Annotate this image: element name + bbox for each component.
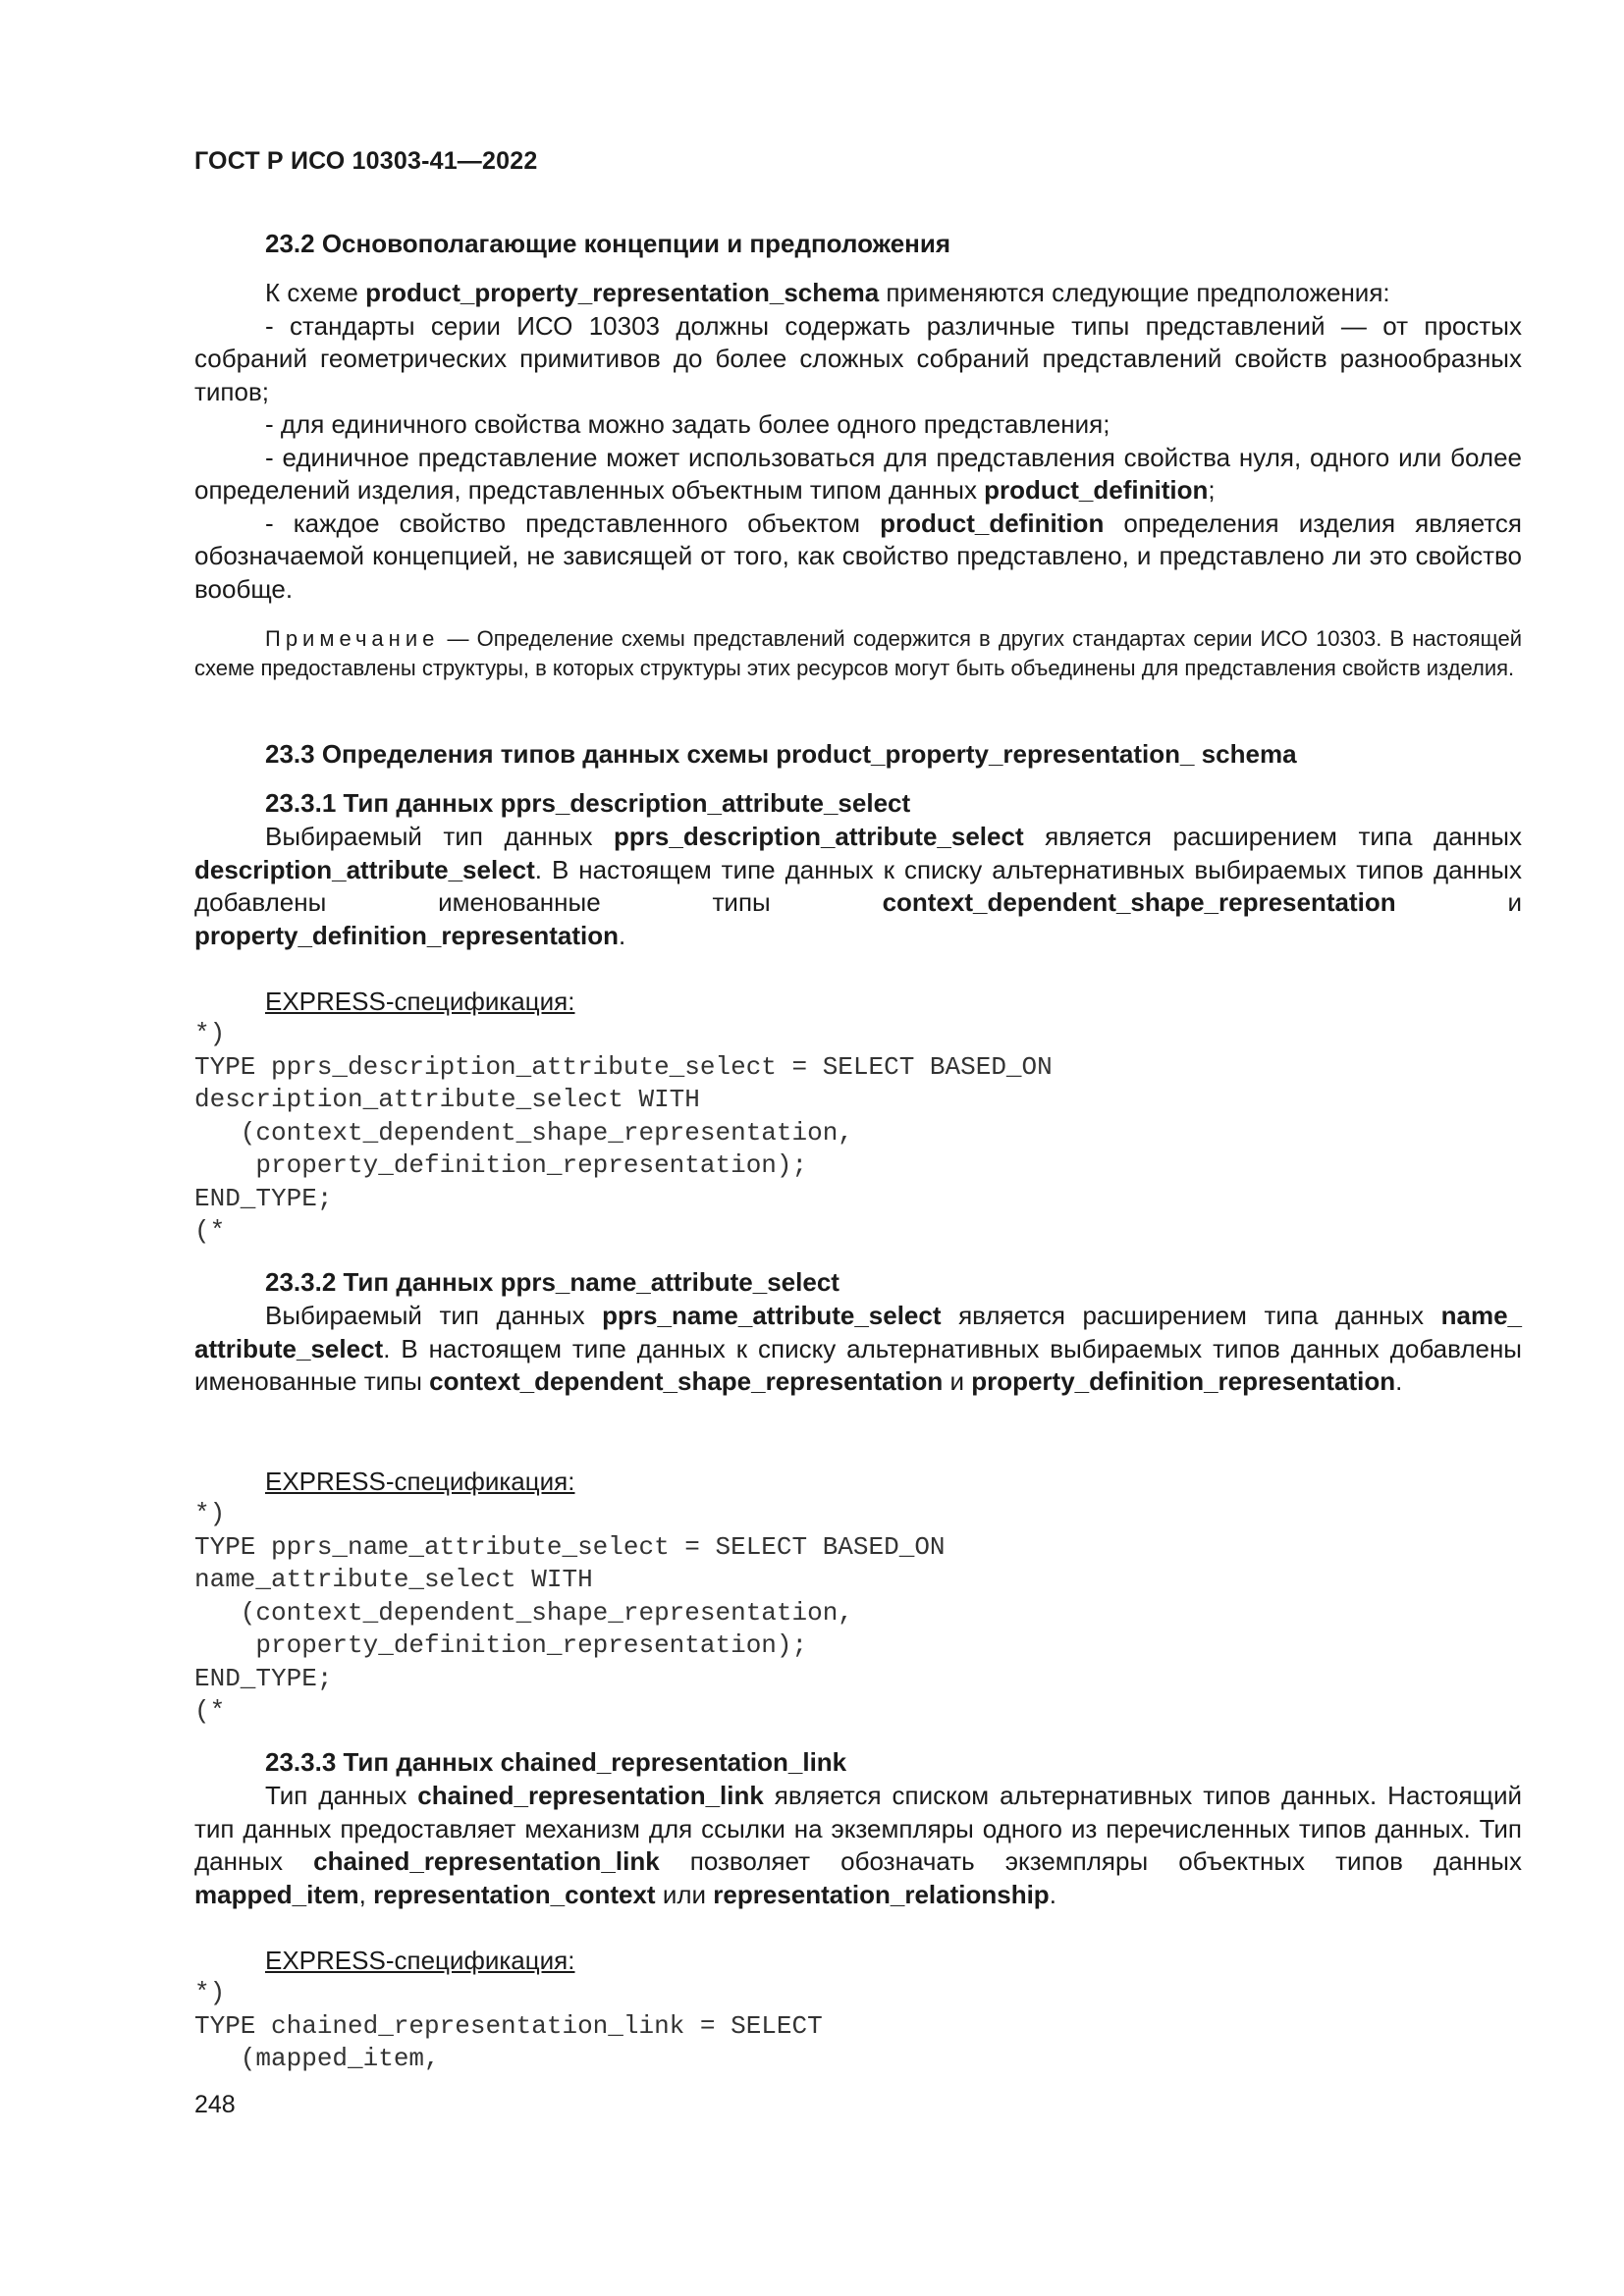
section-23-3-2-title: 23.3.2 Тип данных pprs_name_attribute_select <box>265 1267 839 1297</box>
s23-2-item-3: - единичное представление может использоваться для представления свойства нуля, одного или более определений изделия, представленных объектным типом данных product_definition; <box>194 442 1522 505</box>
note-label: Примечание <box>265 626 440 651</box>
s23-3-1-paragraph: Выбираемый тип данных pprs_description_attribute_select является расширением типа данных description_attribute_select. В настоящем типе данных к списку альтернативных выбираемых типов данных добавлены именованные типы context_dependent_shape_representation и property_definition_representation. <box>194 822 1523 950</box>
s23-3-1-express-label: EXPRESS-спецификация: <box>265 987 575 1016</box>
note: Примечание — Определение схемы представлений содержится в других стандартах серии ИСО 10303. В настоящей схеме предоставлены структуры, в которых структуры этих ресурсов могут быть объединены для представления свойств изделия. <box>194 626 1522 680</box>
s23-2-intro: К схеме product_property_representation_schema применяются следующие предположения: <box>265 278 1390 307</box>
s23-3-1-express-code: *) TYPE pprs_description_attribute_select = SELECT BASED_ON description_attribute_select WITH (context_dependent_shape_representation, property_definition_representation); END_TYPE; (* <box>194 1019 1053 1246</box>
section-23-3-title: 23.3 Определения типов данных схемы product_property_representation_ schema <box>265 739 1297 769</box>
document-header: ГОСТ Р ИСО 10303-41—2022 <box>194 147 538 175</box>
s23-3-3-express-code: *) TYPE chained_representation_link = SELECT (mapped_item, <box>194 1978 823 2073</box>
s23-3-2-paragraph: Выбираемый тип данных pprs_name_attribute_select является расширением типа данных name_ attribute_select. В настоящем типе данных к списку альтернативных выбираемых типов данных добавлены именованные типы context_dependent_shape_representation и property_definition_representation. <box>194 1301 1522 1396</box>
s23-3-3-express-label: EXPRESS-спецификация: <box>265 1946 575 1975</box>
s23-2-item-2: - для единичного свойства можно задать более одного представления; <box>265 409 1110 439</box>
s23-3-2-express-code: *) TYPE pprs_name_attribute_select = SELECT BASED_ON name_attribute_select WITH (context_dependent_shape_representation, property_definition_representation); END_TYPE; (* <box>194 1499 946 1726</box>
s23-3-3-paragraph: Тип данных chained_representation_link является списком альтернативных типов данных. Настоящий тип данных предоставляет механизм для ссылки на экземпляры одного из перечисленных типов данных. Тип данных chained_representation_link позволяет обозначать экземпляры объектных типов данных mapped_item, representation_context или representation_relationship. <box>194 1781 1523 1909</box>
section-23-3-3-title: 23.3.3 Тип данных chained_representation_link <box>265 1747 847 1777</box>
s23-2-item-4: - каждое свойство представленного объектом product_definition определения изделия является обозначаемой концепцией, не зависящей от того, как свойство представлено, и представлено ли это свойство вообще. <box>194 507 1522 604</box>
page-number: 248 <box>194 2091 236 2118</box>
s23-2-item-1: - стандарты серии ИСО 10303 должны содержать различные типы представлений — от простых собраний геометрических примитивов до более сложных собраний представлений свойств разнообразных типов; <box>194 310 1522 406</box>
section-23-3-1-title: 23.3.1 Тип данных pprs_description_attribute_select <box>265 788 911 818</box>
section-23-2-title: 23.2 Основополагающие концепции и предположения <box>265 229 951 258</box>
s23-3-2-express-label: EXPRESS-спецификация: <box>265 1467 575 1496</box>
